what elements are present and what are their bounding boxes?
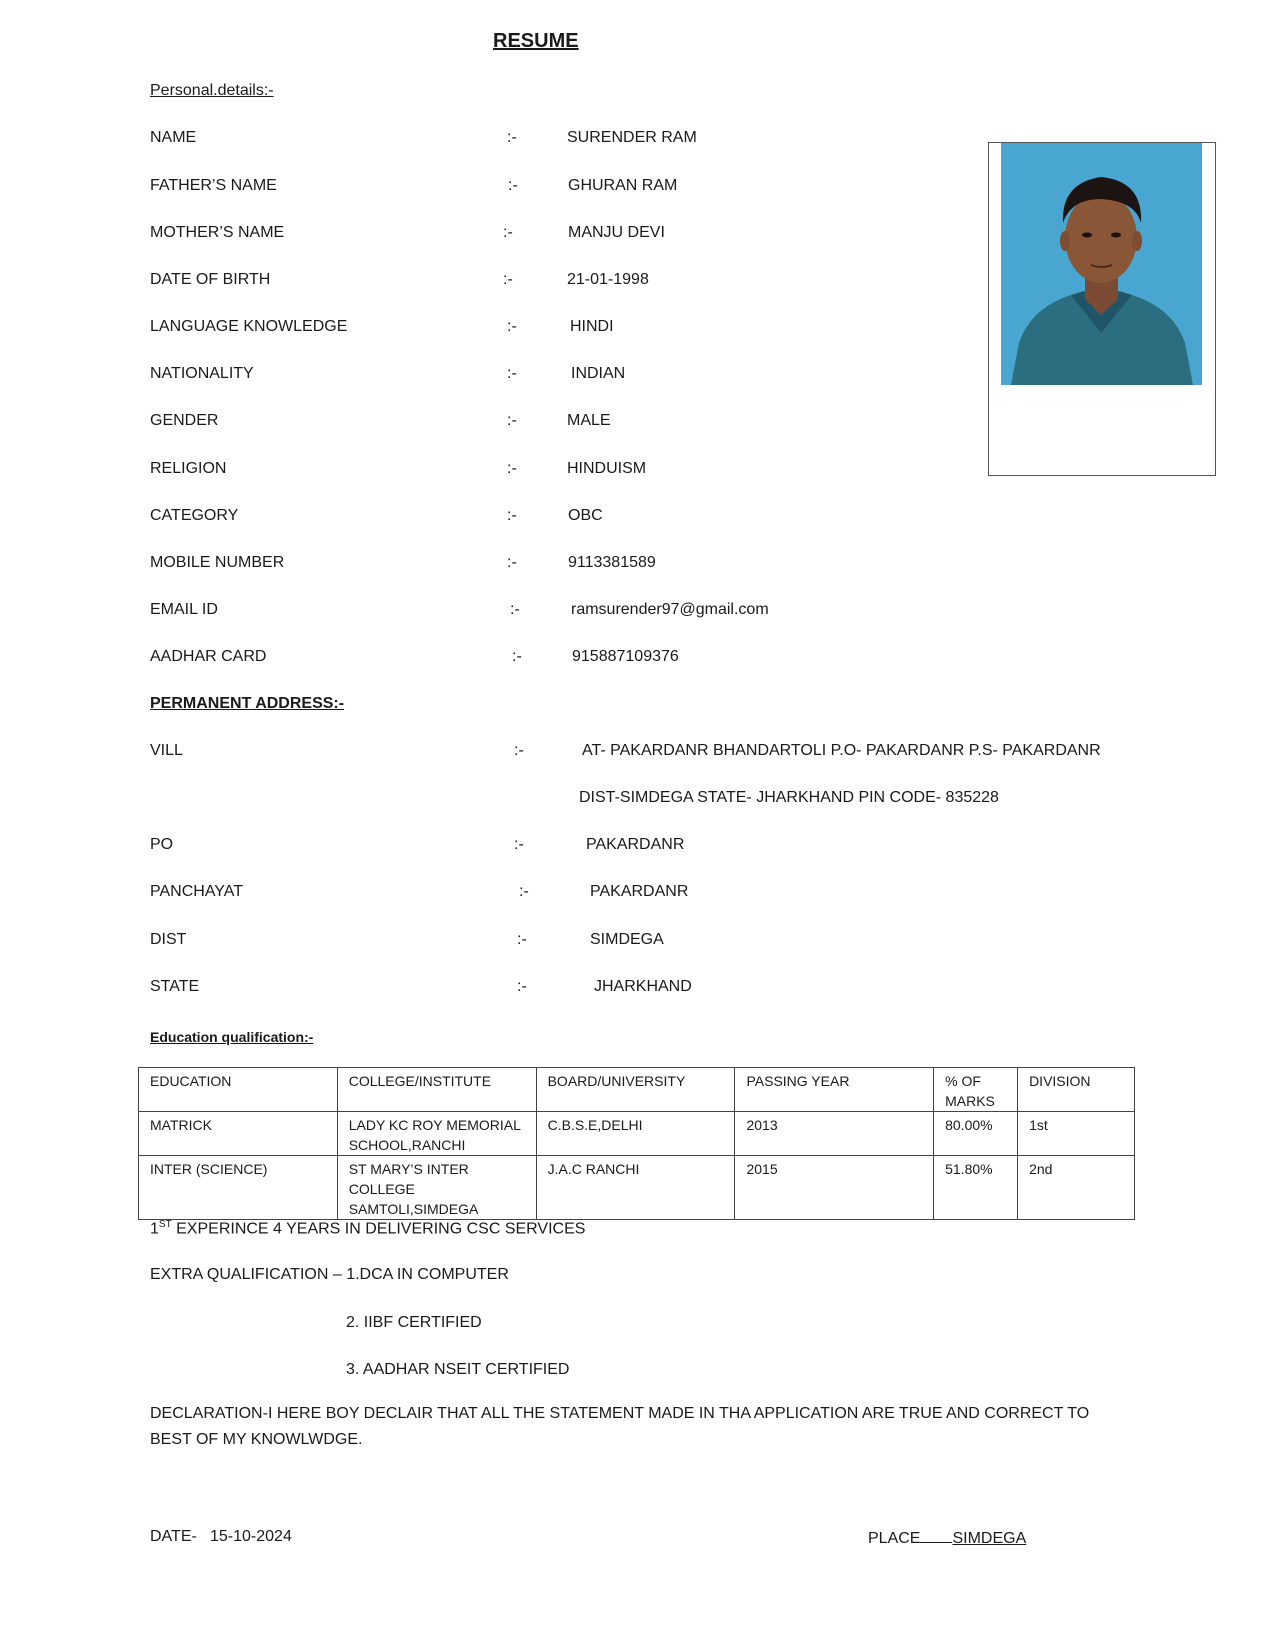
experience-line: [150, 1219, 585, 1238]
place-value: SIMDEGA: [952, 1530, 1027, 1547]
father-name-separator: :-: [508, 177, 518, 194]
header-cell: PASSING YEAR: [735, 1068, 934, 1112]
place-blank: [920, 1528, 952, 1543]
table-cell: MATRICK: [139, 1112, 338, 1156]
table-cell: C.B.S.E,DELHI: [536, 1112, 735, 1156]
permanent-address-heading: PERMANENT ADDRESS:-: [150, 695, 345, 712]
extra-qualification-line2: 2. IIBF CERTIFIED: [346, 1314, 482, 1331]
nationality-label: NATIONALITY: [150, 365, 254, 382]
panchayat-label: PANCHAYAT: [150, 883, 244, 900]
gender-label: GENDER: [150, 412, 219, 429]
table-cell: 51.80%: [934, 1156, 1018, 1220]
category-value: OBC: [568, 507, 603, 524]
language-label: LANGUAGE KNOWLEDGE: [150, 318, 348, 335]
vill-label: VILL: [150, 742, 183, 759]
place-label: PLACE: [868, 1530, 921, 1547]
dist-separator: :-: [517, 931, 527, 948]
extra-qualification-line1: EXTRA QUALIFICATION – 1.DCA IN COMPUTER: [150, 1266, 509, 1283]
category-separator: :-: [507, 507, 517, 524]
table-cell: J.A.C RANCHI: [536, 1156, 735, 1220]
mobile-label: MOBILE NUMBER: [150, 554, 285, 571]
mother-name-label: MOTHER’S NAME: [150, 224, 285, 241]
vill-separator: :-: [514, 742, 524, 759]
email-separator: :-: [510, 601, 520, 618]
language-value: HINDI: [570, 318, 614, 335]
nationality-separator: :-: [507, 365, 517, 382]
header-cell: COLLEGE/INSTITUTE: [337, 1068, 536, 1112]
extra-qualification-line3: 3. AADHAR NSEIT CERTIFIED: [346, 1361, 570, 1378]
father-name-label: FATHER’S NAME: [150, 177, 277, 194]
state-label: STATE: [150, 978, 200, 995]
panchayat-separator: :-: [519, 883, 529, 900]
dob-label: DATE OF BIRTH: [150, 271, 271, 288]
vill-value-line1: AT- PAKARDANR BHANDARTOLI P.O- PAKARDANR P.S- PAKARDANR: [582, 742, 1101, 759]
father-name-value: GHURAN RAM: [568, 177, 678, 194]
po-value: PAKARDANR: [586, 836, 685, 853]
nationality-value: INDIAN: [571, 365, 626, 382]
experience-superscript: ST: [158, 1219, 172, 1230]
category-label: CATEGORY: [150, 507, 239, 524]
table-row: [139, 1112, 1135, 1156]
header-cell: % OF MARKS: [934, 1068, 1018, 1112]
religion-label: RELIGION: [150, 460, 227, 477]
name-value: SURENDER RAM: [567, 129, 697, 146]
profile-photo: [1001, 143, 1202, 385]
table-cell: 2013: [735, 1112, 934, 1156]
state-value: JHARKHAND: [594, 978, 692, 995]
personal-details-heading: Personal.details:-: [150, 82, 274, 99]
gender-separator: :-: [507, 412, 517, 429]
email-value: ramsurender97@gmail.com: [571, 601, 769, 618]
table-header-row: [139, 1068, 1135, 1112]
date-value: 15-10-2024: [210, 1528, 292, 1545]
gender-value: MALE: [567, 412, 611, 429]
table-cell: 1st: [1018, 1112, 1135, 1156]
header-cell: BOARD/UNIVERSITY: [536, 1068, 735, 1112]
dist-label: DIST: [150, 931, 187, 948]
religion-value: HINDUISM: [567, 460, 647, 477]
dob-separator: :-: [503, 271, 513, 288]
aadhar-separator: :-: [512, 648, 522, 665]
table-cell: 2015: [735, 1156, 934, 1220]
date-label: DATE-: [150, 1528, 197, 1545]
vill-value-line2: DIST-SIMDEGA STATE- JHARKHAND PIN CODE- 835228: [579, 789, 999, 806]
po-separator: :-: [514, 836, 524, 853]
table-row: [139, 1156, 1135, 1220]
mother-name-value: MANJU DEVI: [568, 224, 665, 241]
dob-value: 21-01-1998: [567, 271, 649, 288]
name-separator: :-: [507, 129, 517, 146]
declaration: DECLARATION-I HERE BOY DECLAIR THAT ALL THE STATEMENT MADE IN THA APPLICATION ARE TRUE AND CORRECT TO BEST OF MY KNOWLWDGE.: [150, 1405, 1090, 1448]
experience-text: EXPERINCE 4 YEARS IN DELIVERING CSC SERVICES: [171, 1220, 586, 1238]
table-cell: 80.00%: [934, 1112, 1018, 1156]
religion-separator: :-: [507, 460, 517, 477]
mother-name-separator: :-: [503, 224, 513, 241]
resume-title: RESUME: [493, 30, 579, 52]
state-separator: :-: [517, 978, 527, 995]
header-cell: DIVISION: [1018, 1068, 1135, 1112]
table-cell: ST MARY’S INTER COLLEGE SAMTOLI,SIMDEGA: [337, 1156, 536, 1220]
language-separator: :-: [507, 318, 517, 335]
aadhar-value: 915887109376: [572, 648, 679, 665]
photo-frame: [988, 142, 1216, 476]
name-label: NAME: [150, 129, 197, 146]
aadhar-label: AADHAR CARD: [150, 648, 267, 665]
table-cell: INTER (SCIENCE): [139, 1156, 338, 1220]
panchayat-value: PAKARDANR: [590, 883, 689, 900]
email-label: EMAIL ID: [150, 601, 218, 618]
po-label: PO: [150, 836, 174, 853]
dist-value: SIMDEGA: [590, 931, 664, 948]
mobile-separator: :-: [507, 554, 517, 571]
education-table: [138, 1067, 1135, 1220]
table-cell: LADY KC ROY MEMORIAL SCHOOL,RANCHI: [337, 1112, 536, 1156]
table-cell: 2nd: [1018, 1156, 1135, 1220]
mobile-value: 9113381589: [568, 554, 656, 571]
experience-number: 1: [150, 1220, 159, 1238]
header-cell: EDUCATION: [139, 1068, 338, 1112]
place-line: [868, 1528, 1026, 1548]
education-heading: Education qualification:-: [150, 1029, 314, 1045]
